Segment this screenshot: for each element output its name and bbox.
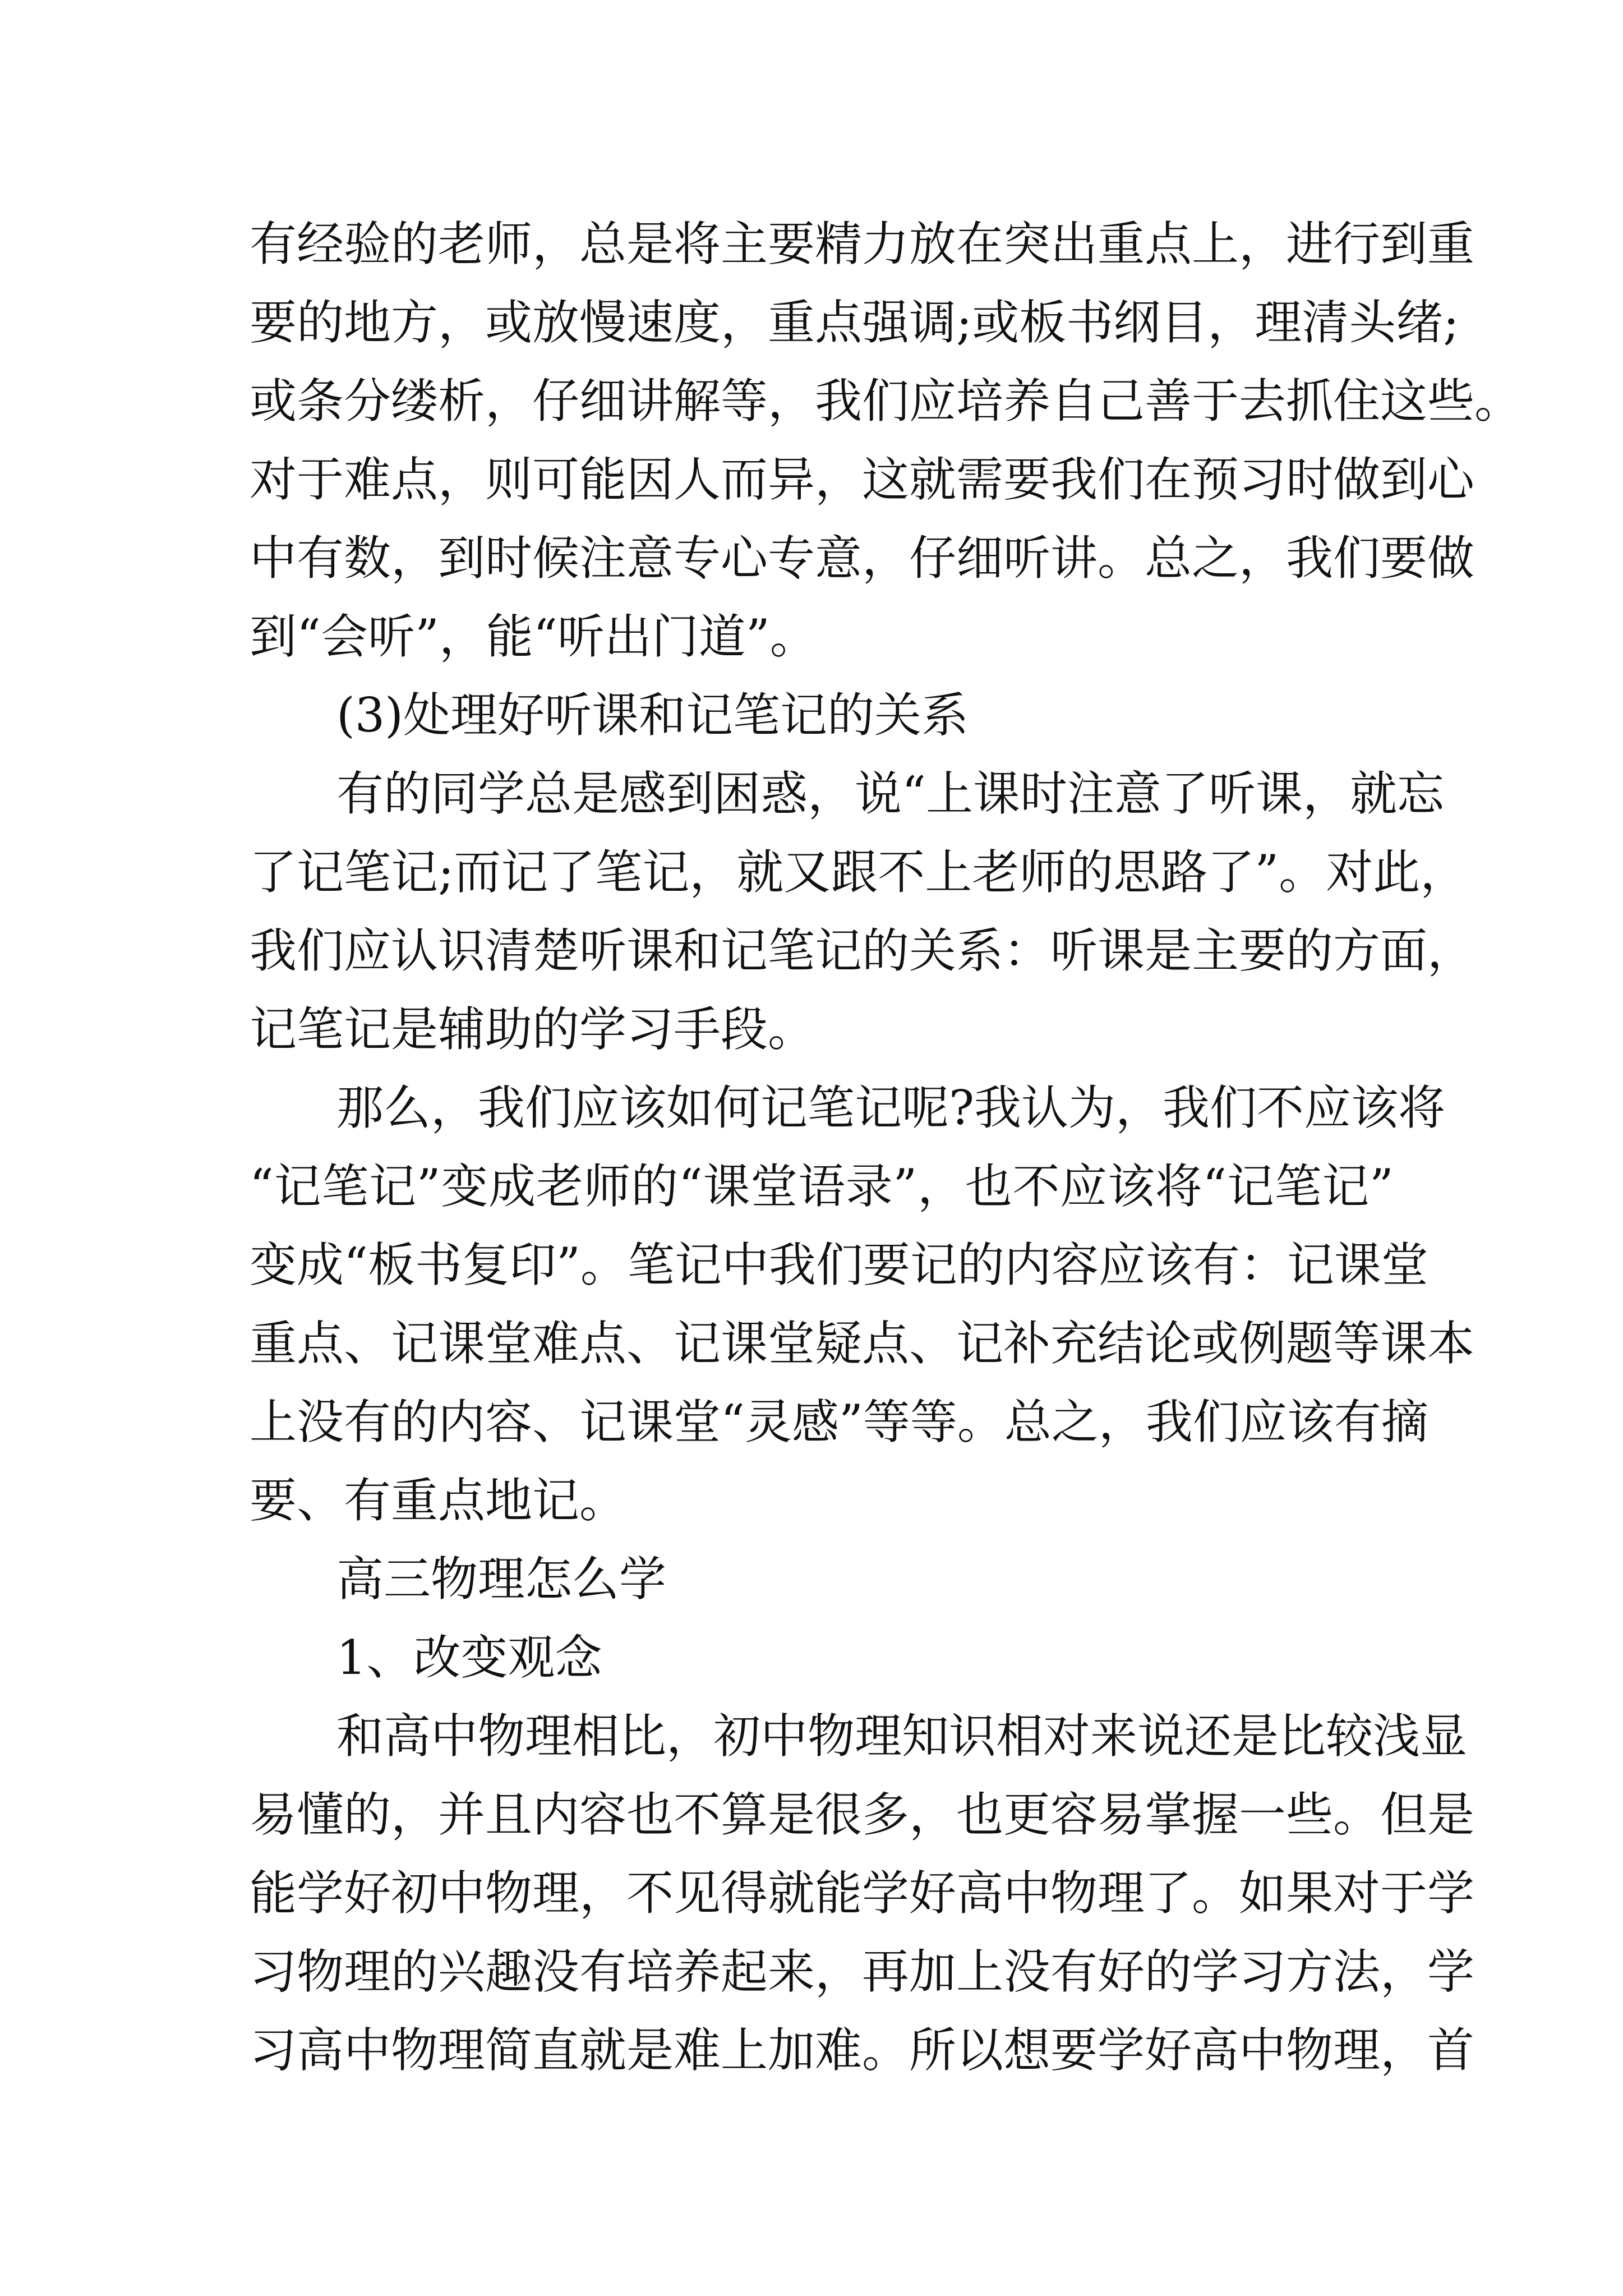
text-line: 对于难点，则可能因人而异，这就需要我们在预习时做到心 [250, 452, 1475, 507]
text-line: 我们应认识清楚听课和记笔记的关系：听课是主要的方面， [250, 923, 1475, 978]
text-line: 或条分缕析，仔细讲解等，我们应培养自己善于去抓住这些。 [250, 374, 1522, 429]
text-line: 习物理的兴趣没有培养起来，再加上没有好的学习方法，学 [250, 1944, 1475, 1999]
text-line: 有经验的老师，总是将主要精力放在突出重点上，进行到重 [250, 217, 1475, 272]
text-line: 变成“板书复印”。笔记中我们要记的内容应该有：记课堂 [250, 1237, 1428, 1292]
text-line: 和高中物理相比，初中物理知识相对来说还是比较浅显 [336, 1709, 1468, 1764]
text-line: 了记笔记;而记了笔记，就又跟不上老师的思路了”。对此， [250, 845, 1468, 900]
text-line: “记笔记”变成老师的“课堂语录”，也不应该将“记笔记” [250, 1159, 1394, 1214]
text-line: 到“会听”，能“听出门道”。 [250, 609, 817, 664]
text-line: 要的地方，或放慢速度，重点强调;或板书纲目，理清头绪; [250, 295, 1459, 350]
text-line: 中有数，到时候注意专心专意，仔细听讲。总之，我们要做 [250, 531, 1475, 586]
text-line: 上没有的内容、记课堂“灵感”等等。总之，我们应该有摘 [250, 1395, 1428, 1450]
text-line: 要、有重点地记。 [250, 1473, 627, 1528]
section-heading: 高三物理怎么学 [336, 1552, 667, 1607]
text-line: 有的同学总是感到困惑，说“上课时注意了听课，就忘 [336, 766, 1444, 821]
subheading: (3)处理好听课和记笔记的关系 [336, 688, 969, 743]
text-line: 易懂的，并且内容也不算是很多，也更容易掌握一些。但是 [250, 1787, 1475, 1842]
text-line: 重点、记课堂难点、记课堂疑点、记补充结论或例题等课本 [250, 1316, 1475, 1371]
text-line: 能学好初中物理，不见得就能学好高中物理了。如果对于学 [250, 1866, 1475, 1921]
text-line: 习高中物理简直就是难上加难。所以想要学好高中物理，首 [250, 2023, 1475, 2078]
subheading: 1、改变观念 [336, 1630, 602, 1685]
text-line: 那么，我们应该如何记笔记呢?我认为，我们不应该将 [336, 1080, 1446, 1135]
text-line: 记笔记是辅助的学习手段。 [250, 1002, 815, 1057]
